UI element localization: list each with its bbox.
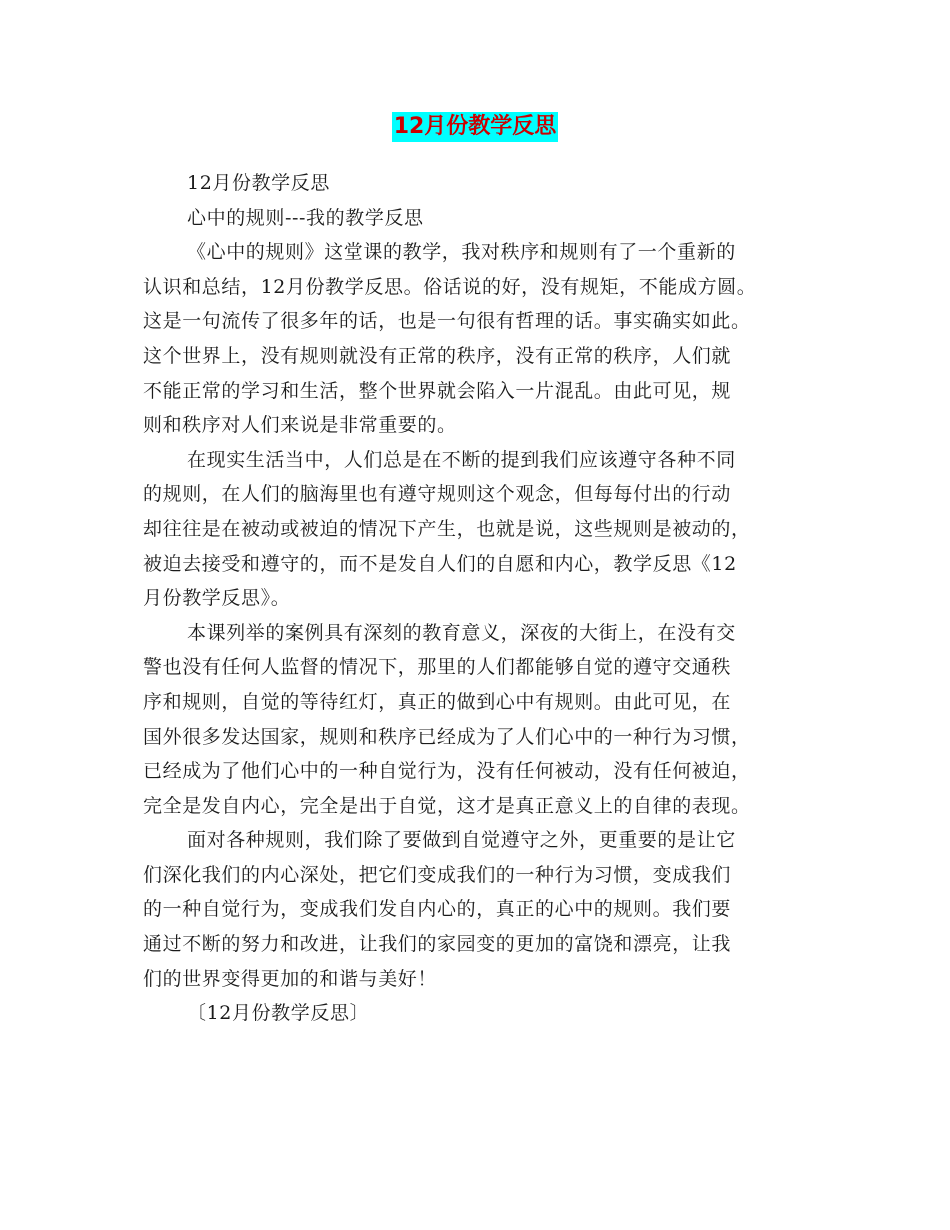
text-line: 不能正常的学习和生活，整个世界就会陷入一片混乱。由此可见，规 — [143, 379, 732, 402]
text-line: 本课列举的案例具有深刻的教育意义，深夜的大街上，在没有交 — [187, 621, 736, 644]
text-line: 月份教学反思》。 — [143, 587, 291, 610]
document-body — [143, 166, 805, 1031]
text-line: 通过不断的努力和改进，让我们的家园变的更加的富饶和漂亮，让我 — [143, 933, 732, 956]
text-line: 面对各种规则，我们除了要做到自觉遵守之外，更重要的是让它 — [187, 829, 736, 852]
text-line: 则和秩序对人们来说是非常重要的。 — [143, 414, 457, 437]
text-line: 们深化我们的内心深处，把它们变成我们的一种行为习惯，变成我们 — [143, 863, 732, 886]
text-line: 序和规则，自觉的等待红灯，真正的做到心中有规则。由此可见，在 — [143, 690, 732, 713]
text-line: 完全是发自内心，完全是出于自觉，这才是真正意义上的自律的表现。 — [143, 794, 751, 817]
text-line: 被迫去接受和遵守的，而不是发自人们的自愿和内心，教学反思《12 — [143, 552, 737, 575]
text-line: 却往往是在被动或被迫的情况下产生，也就是说，这些规则是被动的， — [143, 517, 751, 540]
text-line: 的一种自觉行为，变成我们发自内心的，真正的心中的规则。我们要 — [143, 898, 732, 921]
title-container — [0, 112, 950, 142]
text-line: 心中的规则---我的教学反思 — [187, 206, 424, 229]
text-line: 《心中的规则》这堂课的教学，我对秩序和规则有了一个重新的 — [187, 241, 736, 264]
text-line: 〔12月份教学反思〕 — [187, 1002, 370, 1025]
text-line: 在现实生活当中，人们总是在不断的提到我们应该遵守各种不同 — [187, 448, 736, 471]
text-line: 这是一句流传了很多年的话，也是一句很有哲理的话。事实确实如此。 — [143, 310, 751, 333]
text-line: 国外很多发达国家，规则和秩序已经成为了人们心中的一种行为习惯， — [143, 725, 751, 748]
document-title: 12月份教学反思 — [392, 112, 559, 142]
text-line: 已经成为了他们心中的一种自觉行为，没有任何被动，没有任何被迫， — [143, 760, 751, 783]
text-line: 警也没有任何人监督的情况下，那里的人们都能够自觉的遵守交通秩 — [143, 656, 732, 679]
text-line: 认识和总结，12月份教学反思。俗话说的好，没有规矩，不能成方圆。 — [143, 275, 757, 298]
text-line: 这个世界上，没有规则就没有正常的秩序，没有正常的秩序，人们就 — [143, 344, 732, 367]
text-line: 的规则，在人们的脑海里也有遵守规则这个观念，但每每付出的行动 — [143, 483, 732, 506]
text-line: 12月份教学反思 — [187, 172, 330, 194]
text-line: 们的世界变得更加的和谐与美好！ — [143, 967, 438, 990]
